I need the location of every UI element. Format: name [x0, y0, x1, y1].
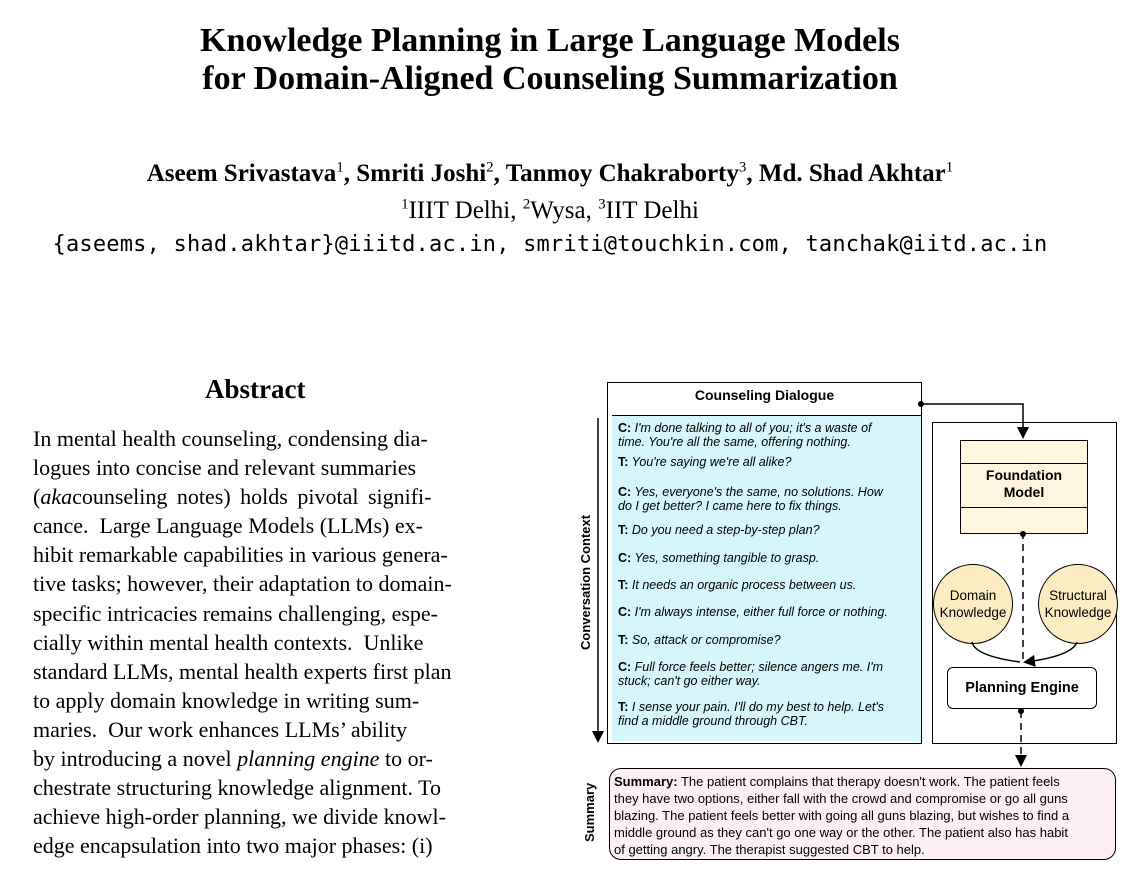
abstract-line: specific intricacies remains challenging, espe- [33, 600, 438, 626]
author-affil-mark: 3 [738, 159, 747, 176]
abstract-line: cance. Large Language Models (LLMs) ex- [33, 513, 423, 539]
abstract-body [33, 424, 493, 860]
abstract-line: ( aka counseling notes) holds pivotal signifi- [33, 484, 432, 510]
dialogue-turn: T: It needs an organic process between us. [618, 578, 857, 592]
author-affil-mark: 1 [336, 159, 344, 176]
speaker-tag: C: [618, 605, 632, 619]
affiliation: IIT Delhi [605, 197, 699, 224]
speaker-tag: T: [618, 578, 629, 592]
dialogue-turn: T: Do you need a step-by-step plan? [618, 523, 820, 537]
summary-prefix: Summary: [614, 774, 678, 789]
author-emails: {aseems, shad.akhtar}@iiitd.ac.in, smriti@touchkin.com, tanchak@iitd.ac.in [52, 232, 1048, 257]
dialogue-to-model-arrow [921, 404, 1023, 436]
author-name: Smriti Joshi [356, 160, 487, 187]
dialogue-turn: T: You're saying we're all alike? [618, 455, 792, 469]
abstract-line: achieve high-order planning, we divide knowl- [33, 804, 446, 830]
summary-side-label: Summary [582, 782, 597, 842]
dialogue-turn: C: Yes, everyone's the same, no solutions. How do I get better? I came here to fix things. [618, 485, 883, 513]
dialogue-turn: C: Yes, something tangible to grasp. [618, 551, 820, 565]
speaker-tag: C: [618, 551, 632, 565]
dialogue-turn: T: So, attack or compromise? [618, 633, 781, 647]
speaker-tag: C: [618, 485, 632, 499]
abstract-line: standard LLMs, mental health experts first plan [33, 658, 452, 684]
author-affil-mark: 2 [486, 159, 494, 176]
speaker-tag: T: [618, 633, 629, 647]
summary-box: Summary: The patient complains that therapy doesn't work. The patient feels they have two options, either fall with the crowd and compromise or go all guns blazing. The patient feels better with going all guns blazing, but wishes to find a middle ground as they can't go one way or the other. The patient also has habit of getting angry. The therapist suggested CBT to help. [609, 768, 1116, 860]
dialogue-turn: C: I'm done talking to all of you; it's a waste of time. You're all the same, offering nothing. [618, 421, 872, 449]
abstract-line: edge encapsulation into two major phases: (i) [33, 833, 433, 859]
speaker-tag: T: [618, 523, 629, 537]
dialogue-turn: C: I'm always intense, either full force or nothing. [618, 605, 888, 619]
author-name: Aseem Srivastava [146, 160, 337, 187]
affiliation: IIIT Delhi [408, 197, 511, 224]
conversation-context-label: Conversation Context [578, 514, 593, 650]
abstract-line: chestrate structuring knowledge alignment. To [33, 775, 441, 801]
speaker-tag: T: [618, 700, 629, 714]
paper-title-line-2: for Domain-Aligned Counseling Summarization [202, 60, 898, 97]
affiliation: Wysa [530, 197, 586, 224]
dialogue-turn: T: I sense your pain. I'll do my best to help. Let's find a middle ground through CBT. [618, 700, 885, 728]
domain-knowledge-node: Domain Knowledge [933, 564, 1013, 644]
author-name: Tanmoy Chakraborty [505, 160, 739, 187]
foundation-model-box: Foundation Model [960, 440, 1088, 534]
speaker-tag: C: [618, 421, 632, 435]
dialogue-turn: C: Full force feels better; silence angers me. I'm stuck; can't go either way. [618, 660, 883, 688]
abstract-line: by introducing a novel planning engine to or- [33, 746, 433, 772]
abstract-line: to apply domain knowledge in writing sum- [33, 687, 420, 713]
figure-1 [580, 378, 1120, 868]
structural-knowledge-node: Structural Knowledge [1038, 564, 1118, 644]
abstract-line: In mental health counseling, condensing dia- [33, 426, 428, 451]
abstract-line: tive tasks; however, their adaptation to domain- [33, 571, 452, 597]
abstract-line: maries. Our work enhances LLMs’ ability [33, 716, 408, 742]
planning-engine-box: Planning Engine [947, 667, 1097, 709]
dialogue-title: Counseling Dialogue [694, 387, 835, 403]
paper-title-line-1: Knowledge Planning in Large Language Models [200, 22, 900, 59]
speaker-tag: T: [618, 455, 629, 469]
affiliation-list: $^1$IIIT Delhi, $^2$Wysa, $^3$IIT Delhi [401, 196, 699, 224]
abstract-line: cially within mental health contexts. Unlike [33, 629, 424, 655]
speaker-tag: C: [618, 660, 632, 674]
abstract-line: logues into concise and relevant summaries [33, 455, 417, 481]
abstract-line: hibit remarkable capabilities in various genera- [33, 542, 448, 568]
author-list: Aseem Srivastava$^1$, Smriti Joshi$^2$, Tanmoy Chakraborty$^3$, Md. Shad Akhtar$^1$ [146, 159, 954, 187]
author-name: Md. Shad Akhtar [758, 160, 946, 187]
foundation-model-label: Foundation [985, 467, 1063, 483]
author-affil-mark: 1 [945, 159, 954, 176]
abstract-heading: Abstract [205, 374, 306, 404]
